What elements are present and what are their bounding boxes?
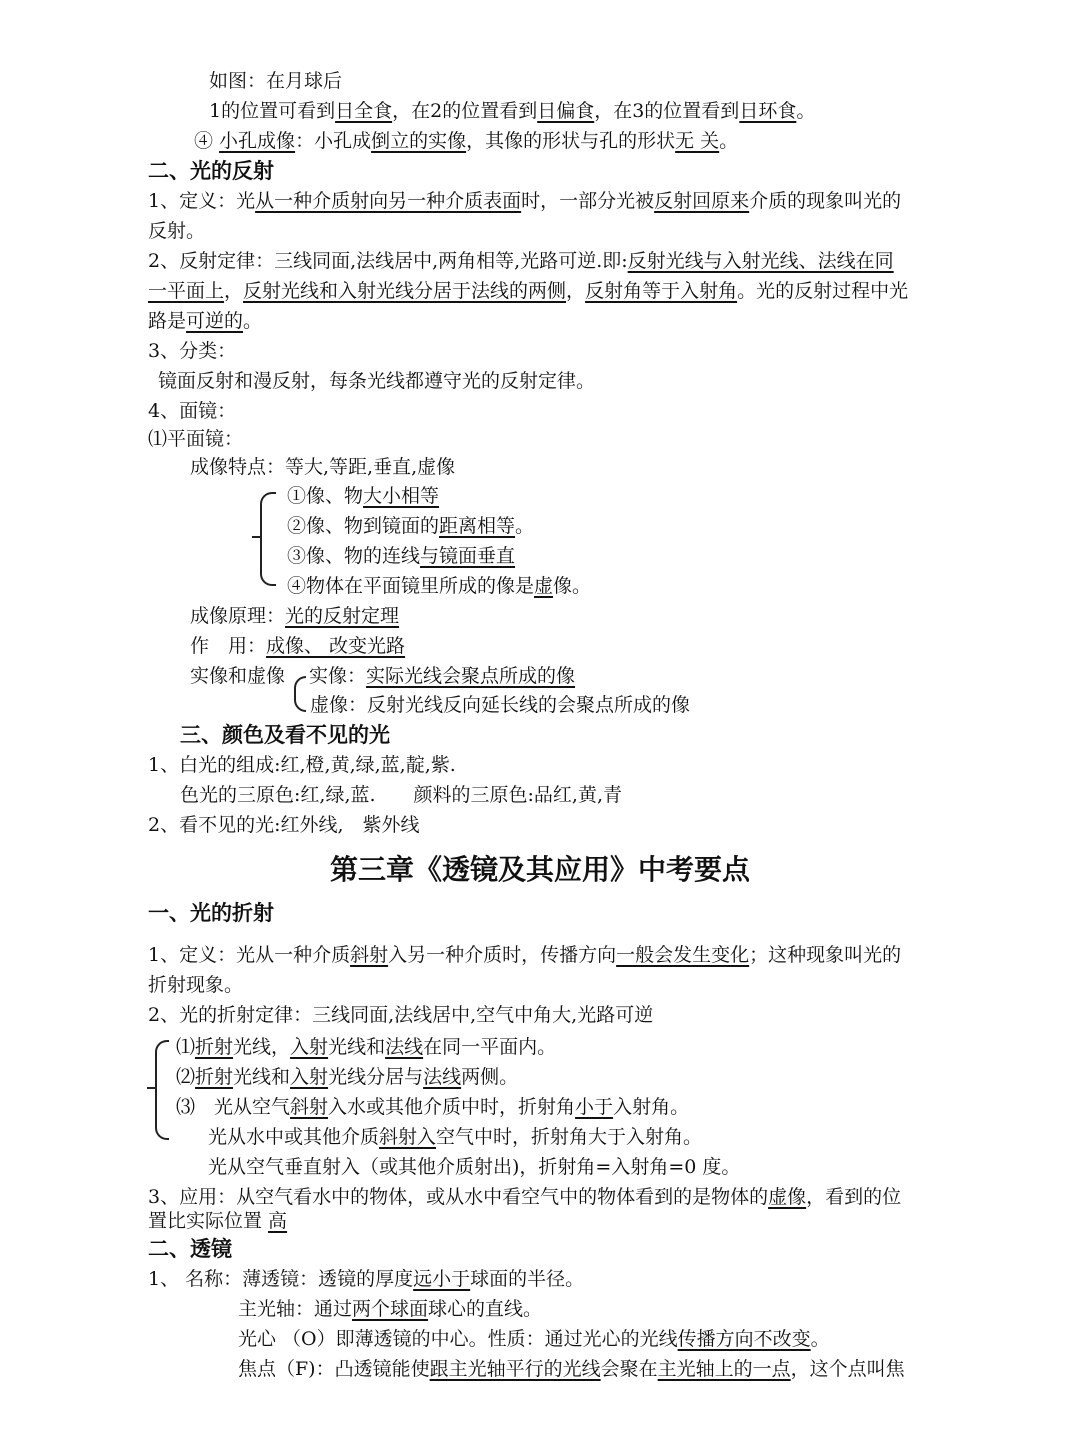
- text-line: 置比实际位置 高: [148, 1210, 288, 1232]
- underlined-term: 与镜面垂直: [420, 545, 516, 567]
- underlined-term: 小孔成像: [219, 130, 296, 152]
- underlined-term: 跟主光轴平行的光线: [429, 1358, 601, 1380]
- text-line: 1、 名称：薄透镜：透镜的厚度远小于球面的半径。: [148, 1268, 585, 1290]
- underlined-term: 实际光线会聚点所成的像: [366, 665, 576, 687]
- underlined-term: 倒立的实像: [371, 130, 467, 152]
- underlined-term: 反射角等于入射角: [585, 280, 738, 302]
- brace-mark: [155, 1040, 169, 1140]
- text-line: 1、白光的组成:红,橙,黄,绿,蓝,靛,紫.: [148, 754, 456, 776]
- brace-tip: [252, 536, 260, 538]
- underlined-term: 主光轴上的一点: [657, 1358, 791, 1380]
- underlined-term: 日环食: [739, 100, 797, 122]
- underlined-term: 折射: [195, 1066, 234, 1088]
- text-line: 3、应用：从空气看水中的物体，或从水中看空气中的物体看到的是物体的虚像，看到的位: [148, 1186, 902, 1208]
- text-line: ⑴平面镜：: [148, 428, 244, 450]
- text-line: ④ 小孔成像：小孔成倒立的实像，其像的形状与孔的形状无 关。: [194, 130, 739, 152]
- underlined-term: 日偏食: [537, 100, 595, 122]
- underlined-term: 大小相等: [363, 485, 440, 507]
- underlined-term: 反射回原来: [654, 190, 750, 212]
- text-line: 光心 （O）即薄透镜的中心。性质：通过光心的光线传播方向不改变。: [238, 1328, 830, 1350]
- text-line: 作 用：成像、 改变光路: [190, 635, 406, 657]
- chapter-title: 第三章《透镜及其应用》中考要点: [330, 853, 751, 886]
- brace-mark: [260, 492, 276, 586]
- text-line: ④物体在平面镜里所成的像是虚像。: [287, 575, 592, 597]
- text-line: 实像和虚像 实像：实际光线会聚点所成的像: [190, 665, 576, 687]
- underlined-term: 高: [268, 1210, 288, 1232]
- underlined-term: 无 关: [675, 130, 720, 152]
- text-line: ②像、物到镜面的距离相等。: [287, 515, 535, 537]
- text-line: 一平面上，反射光线和入射光线分居于法线的两侧，反射角等于入射角。光的反射过程中光: [148, 280, 909, 302]
- underlined-term: 折射: [195, 1036, 234, 1058]
- text-line: 色光的三原色:红,绿,蓝. 颜料的三原色:品红,黄,青: [180, 784, 623, 806]
- text-line: 镜面反射和漫反射，每条光线都遵守光的反射定律。: [158, 370, 596, 392]
- underlined-term: 法线: [423, 1066, 462, 1088]
- text-line: 光从水中或其他介质斜射入空气中时，折射角大于入射角。: [208, 1126, 703, 1148]
- text-line: 2、看不见的光:红外线, 紫外线: [148, 814, 420, 836]
- underlined-term: 成像、 改变光路: [266, 635, 406, 657]
- underlined-term: 一般会发生变化: [616, 944, 750, 966]
- underlined-term: 传播方向不改变: [677, 1328, 811, 1350]
- text-line: 4、面镜：: [148, 400, 237, 422]
- text-line: ⑴折射光线，入射光线和法线在同一平面内。: [176, 1036, 557, 1058]
- section-heading: 三、颜色及看不见的光: [180, 723, 390, 747]
- text-line: 主光轴：通过两个球面球心的直线。: [238, 1298, 543, 1320]
- underlined-term: 小于: [575, 1096, 614, 1118]
- text-line: 1、定义：光从一种介质斜射入另一种介质时，传播方向一般会发生变化；这种现象叫光的: [148, 944, 902, 966]
- underlined-term: 反射光线和入射光线分居于法线的两侧: [243, 280, 567, 302]
- underlined-term: 距离相等: [439, 515, 516, 537]
- underlined-term: 从一种介质射向另一种介质表面: [255, 190, 522, 212]
- text-line: 成像原理：光的反射定理: [190, 605, 400, 627]
- underlined-term: 光的反射定理: [285, 605, 400, 627]
- underlined-term: 一平面上: [148, 280, 225, 302]
- underlined-term: 可逆的: [186, 310, 244, 332]
- brace-tip: [147, 1087, 155, 1089]
- underlined-term: 入射: [290, 1066, 329, 1088]
- section-heading: 一、光的折射: [148, 901, 274, 925]
- text-line: 路是可逆的。: [148, 310, 263, 332]
- underlined-term: 法线: [385, 1036, 424, 1058]
- text-line: 2、反射定律：三线同面,法线居中,两角相等,光路可逆.即:反射光线与入射光线、法线在同: [148, 250, 894, 272]
- text-line: 折射现象。: [148, 974, 244, 996]
- text-line: 成像特点：等大,等距,垂直,虚像: [190, 456, 456, 478]
- underlined-term: 斜射入: [379, 1126, 437, 1148]
- text-line: 1的位置可看到日全食，在2的位置看到日偏食，在3的位置看到日环食。: [209, 100, 816, 122]
- underlined-term: 斜射: [290, 1096, 329, 1118]
- text-line: 如图：在月球后: [209, 70, 343, 92]
- text-line: 1、定义：光从一种介质射向另一种介质表面时，一部分光被反射回原来介质的现象叫光的: [148, 190, 902, 212]
- underlined-term: 日全食: [335, 100, 393, 122]
- underlined-term: 反射光线与入射光线、法线在同: [627, 250, 894, 272]
- underlined-term: 两个球面: [352, 1298, 429, 1320]
- text-line: 虚像：反射光线反向延长线的会聚点所成的像: [310, 694, 691, 716]
- underlined-term: 虚: [534, 575, 554, 597]
- underlined-term: 远小于: [413, 1268, 471, 1290]
- text-line: ①像、物大小相等: [287, 485, 440, 507]
- text-line: 3、分类：: [148, 340, 237, 362]
- text-line: 焦点（F)：凸透镜能使跟主光轴平行的光线会聚在主光轴上的一点，这个点叫焦: [238, 1358, 905, 1380]
- section-heading: 二、透镜: [148, 1237, 232, 1261]
- underlined-term: 虚像: [768, 1186, 807, 1208]
- underlined-term: 斜射: [350, 944, 389, 966]
- underlined-term: 入射: [290, 1036, 329, 1058]
- text-line: ⑵折射光线和入射光线分居与法线两侧。: [176, 1066, 519, 1088]
- text-line: ③像、物的连线与镜面垂直: [287, 545, 516, 567]
- text-line: 光从空气垂直射入（或其他介质射出)，折射角=入射角=0 度。: [208, 1156, 741, 1178]
- text-line: 反射。: [148, 220, 206, 242]
- section-heading: 二、光的反射: [148, 159, 274, 183]
- text-line: 2、光的折射定律：三线同面,法线居中,空气中角大,光路可逆: [148, 1004, 654, 1026]
- text-line: ⑶ 光从空气斜射入水或其他介质中时，折射角小于入射角。: [176, 1096, 690, 1118]
